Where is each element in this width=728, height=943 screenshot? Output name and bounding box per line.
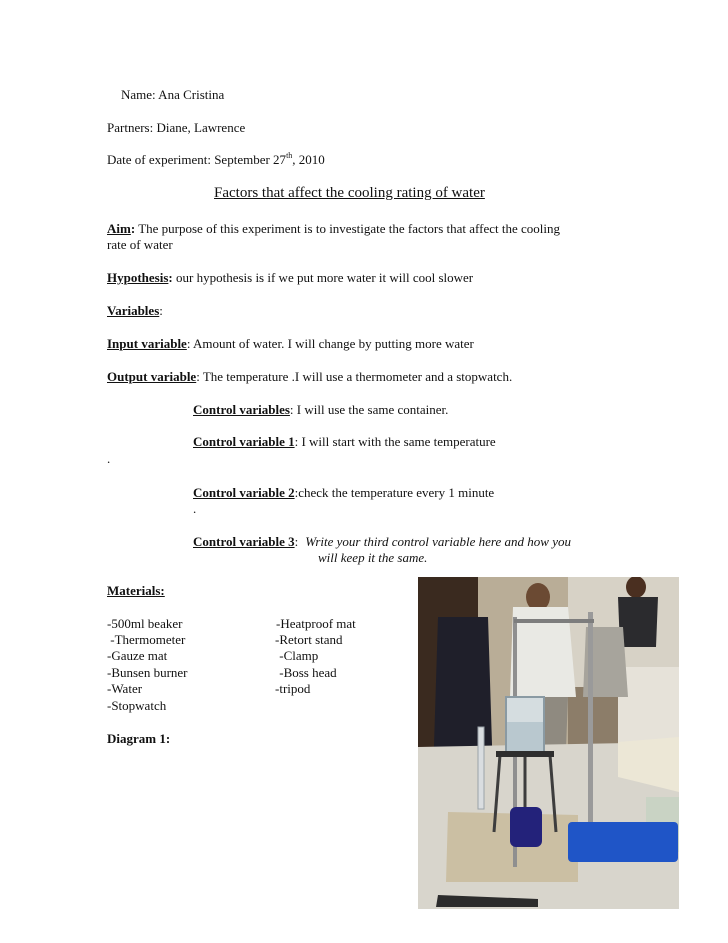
control-variable-2 bbox=[193, 485, 494, 501]
aim-text: The purpose of this experiment is to investigate the factors that affect the cooling bbox=[135, 221, 560, 236]
control-variable-1 bbox=[193, 434, 496, 450]
stray-dot-1: . bbox=[107, 451, 111, 466]
variables-heading bbox=[107, 303, 163, 319]
control-variable-3-label: Control variable 3 bbox=[193, 534, 295, 549]
material-item: -Heatproof mat bbox=[276, 616, 356, 631]
control-variable-3-line-2: will keep it the same. bbox=[318, 550, 428, 565]
material-item: -Water bbox=[107, 681, 143, 696]
material-item: -Retort stand bbox=[275, 632, 343, 647]
date-suffix: , 2010 bbox=[292, 152, 325, 167]
output-variable bbox=[107, 369, 512, 385]
partners: Partners: Diane, Lawrence bbox=[107, 120, 246, 135]
aim-line-1 bbox=[107, 221, 560, 237]
experiment-photo-illustration bbox=[418, 577, 679, 909]
output-variable-text: : The temperature .I will use a thermometer and a stopwatch. bbox=[196, 369, 513, 384]
control-variables-label: Control variables bbox=[193, 402, 290, 417]
date-superscript: th bbox=[286, 150, 293, 160]
control-variable-2-text: :check the temperature every 1 minute bbox=[294, 485, 495, 500]
aim-colon: : bbox=[130, 221, 136, 236]
diagram-label: Diagram 1: bbox=[107, 731, 171, 746]
material-item: -Stopwatch bbox=[107, 698, 167, 713]
material-item: -Thermometer bbox=[107, 632, 186, 647]
material-item: -Gauze mat bbox=[107, 648, 168, 663]
material-item: -Boss head bbox=[276, 665, 337, 680]
hypothesis-label: Hypothesis bbox=[107, 270, 169, 285]
experiment-setup-photo bbox=[418, 577, 679, 909]
hypothesis-colon: : bbox=[168, 270, 173, 285]
aim-line-2: rate of water bbox=[107, 237, 173, 252]
control-variable-1-text: : I will start with the same temperature bbox=[294, 434, 496, 449]
material-item: -Clamp bbox=[276, 648, 319, 663]
output-variable-label: Output variable bbox=[107, 369, 197, 384]
materials-heading: Materials: bbox=[107, 583, 165, 598]
variables-label: Variables bbox=[107, 303, 160, 318]
control-variable-3-colon: : bbox=[294, 534, 299, 549]
input-variable-text: : Amount of water. I will change by putting more water bbox=[186, 336, 474, 351]
input-variable bbox=[107, 336, 474, 352]
control-variable-2-label: Control variable 2 bbox=[193, 485, 295, 500]
control-variable-1-label: Control variable 1 bbox=[193, 434, 295, 449]
hypothesis-text: our hypothesis is if we put more water it will cool slower bbox=[172, 270, 474, 285]
stray-dot-2: . bbox=[193, 501, 197, 516]
hypothesis bbox=[107, 270, 473, 286]
input-variable-label: Input variable bbox=[107, 336, 187, 351]
student-name: Name: Ana Cristina bbox=[121, 87, 225, 102]
aim-label: Aim bbox=[107, 221, 131, 236]
control-variables bbox=[193, 402, 448, 418]
date-prefix: Date of experiment: September 27 bbox=[107, 152, 287, 167]
control-variable-3-text: Write your third control variable here and how you bbox=[305, 534, 571, 549]
material-item: -500ml beaker bbox=[107, 616, 183, 631]
control-variables-text: : I will use the same container. bbox=[289, 402, 449, 417]
variables-colon: : bbox=[159, 303, 163, 318]
material-item: -Bunsen burner bbox=[107, 665, 188, 680]
control-variable-3 bbox=[193, 534, 571, 550]
material-item: -tripod bbox=[275, 681, 311, 696]
page-title: Factors that affect the cooling rating of water bbox=[214, 185, 485, 201]
date-of-experiment bbox=[107, 152, 325, 168]
